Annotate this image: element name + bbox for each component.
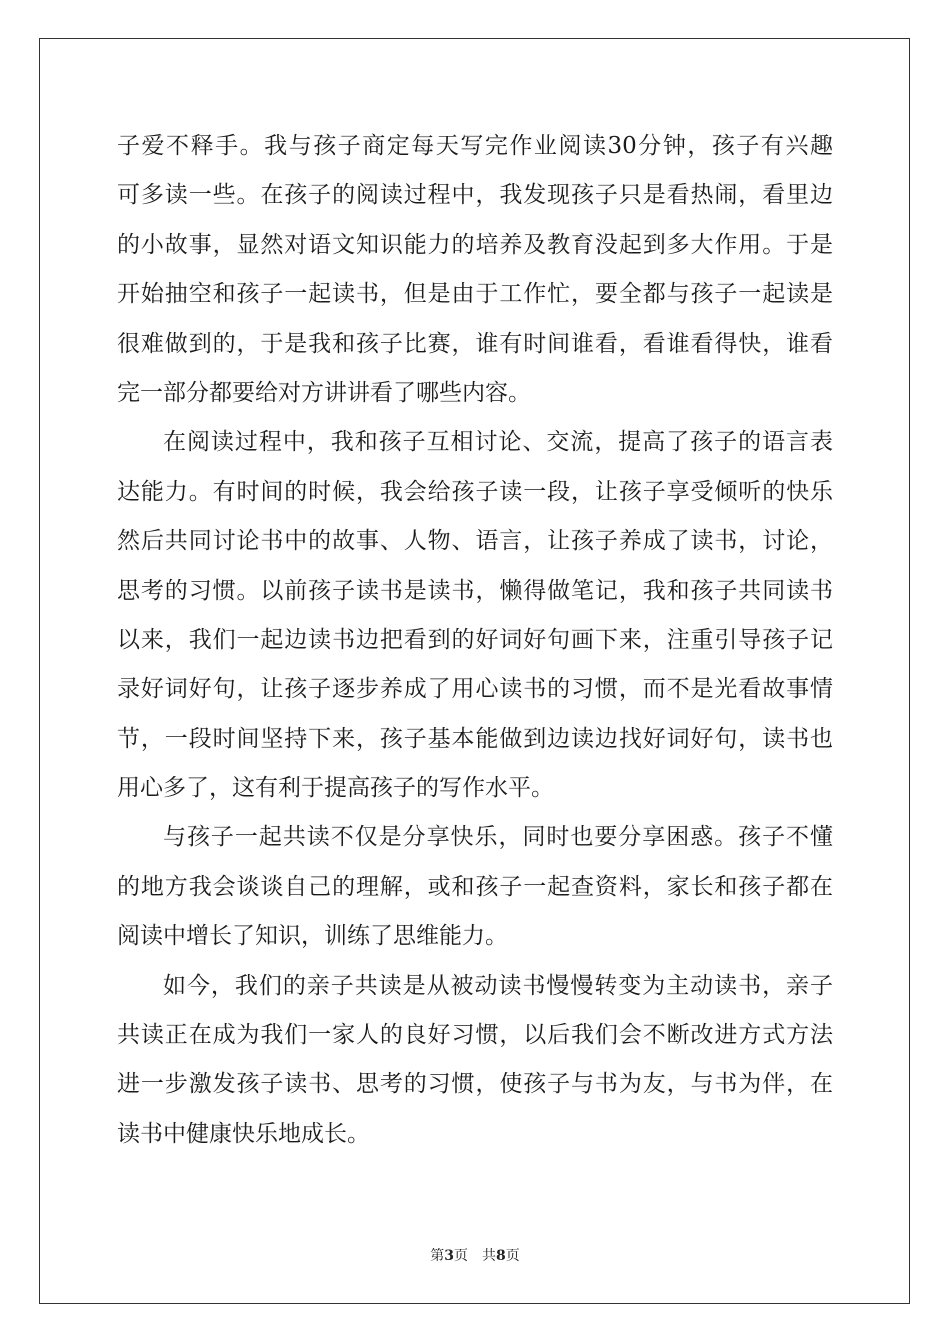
footer-total-pages: 8 (496, 1248, 506, 1264)
footer-suffix: 页 (505, 1248, 520, 1264)
text-line: 的小故事，显然对语文知识能力的培养及教育没起到多大作用。于是 (117, 231, 833, 258)
text-line: 思考的习惯。以前孩子读书是读书，懒得做笔记，我和孩子共同读书 (117, 577, 833, 604)
text-line: 用心多了，这有利于提高孩子的写作水平。 (117, 775, 554, 802)
text-line: 完一部分都要给对方讲讲看了哪些内容。 (117, 379, 531, 406)
paragraph (117, 122, 833, 418)
text-line: 进一步激发孩子读书、思考的习惯，使孩子与书为友，与书为伴，在 (117, 1071, 833, 1098)
text-line: 很难做到的，于是我和孩子比赛，谁有时间谁看，看谁看得快，谁看 (117, 330, 833, 357)
footer-mid: 页 共 (454, 1248, 496, 1264)
text-line: 以来，我们一起边读书边把看到的好词好句画下来，注重引导孩子记 (117, 626, 833, 653)
text-line: 录好词好句，让孩子逐步养成了用心读书的习惯，而不是光看故事情 (117, 676, 833, 703)
text-line: 可多读一些。在孩子的阅读过程中，我发现孩子只是看热闹，看里边 (117, 182, 833, 209)
text-line: 阅读中增长了知识，训练了思维能力。 (117, 923, 508, 950)
text-line: 然后共同讨论书中的故事、人物、语言，让孩子养成了读书，讨论， (117, 528, 833, 555)
page-footer (0, 1245, 950, 1265)
text-line: 节，一段时间坚持下来，孩子基本能做到边读边找好词好句，读书也 (117, 725, 833, 752)
text-line: 子爱不释手。我与孩子商定每天写完作业阅读30分钟，孩子有兴趣 (117, 133, 833, 159)
paragraph (117, 962, 833, 1160)
paragraph (117, 418, 833, 813)
text-line: 的地方我会谈谈自己的理解，或和孩子一起查资料，家长和孩子都在 (117, 873, 833, 900)
text-line: 在阅读过程中，我和孩子互相讨论、交流，提高了孩子的语言表 (163, 429, 833, 456)
document-body (117, 122, 833, 1159)
text-line: 与孩子一起共读不仅是分享快乐，同时也要分享困惑。孩子不懂 (163, 824, 833, 851)
text-line: 读书中健康快乐地成长。 (117, 1120, 370, 1147)
footer-prefix: 第 (430, 1248, 445, 1264)
text-line: 共读正在成为我们一家人的良好习惯，以后我们会不断改进方式方法 (117, 1022, 833, 1049)
text-line: 如今，我们的亲子共读是从被动读书慢慢转变为主动读书，亲子 (163, 972, 833, 999)
text-line: 达能力。有时间的时候，我会给孩子读一段，让孩子享受倾听的快乐 (117, 478, 833, 505)
paragraph (117, 813, 833, 961)
text-line: 开始抽空和孩子一起读书，但是由于工作忙，要全都与孩子一起读是 (117, 281, 833, 308)
footer-current-page: 3 (444, 1248, 454, 1264)
